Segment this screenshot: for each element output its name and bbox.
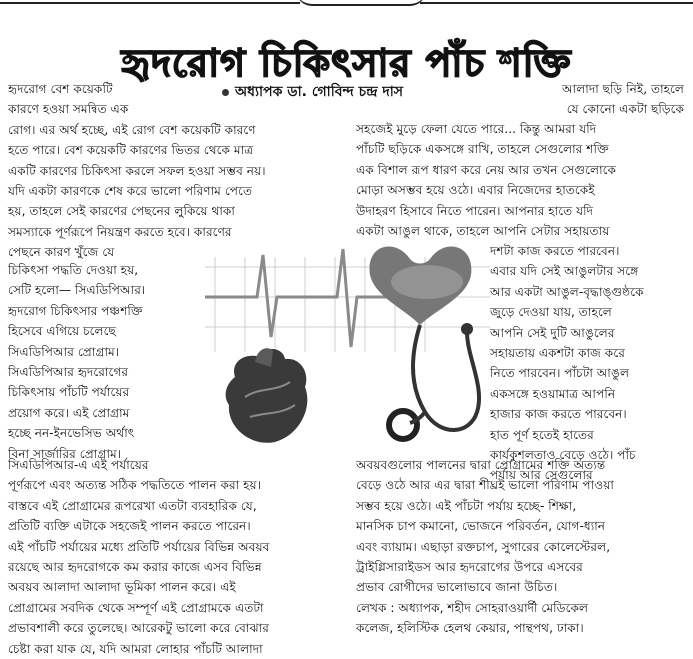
text-line: চিকিৎসায় পাঁচটি পর্যায়ের	[8, 385, 130, 400]
text-line: হাজার কাজ করতে পারবেন।	[490, 407, 627, 422]
text-line: আলাদা ছড়ি নিই, তাহলে	[562, 82, 684, 96]
text-line: পাঁচটি ছড়িকে একসঙ্গে রাখি, তাহলে সেগুলোর শক্তি	[356, 142, 609, 157]
top-border-rule	[420, 2, 693, 4]
text-line: কারণে হওয়া সমন্বিত এক	[8, 102, 129, 117]
top-border-curve	[296, 0, 426, 6]
text-line: হৃদরোগ বেশ কয়েকটি	[8, 82, 113, 96]
text-line: হিসেবে এগিয়ে চলেছে	[8, 324, 116, 339]
text-line: এবং ব্যায়াম। এছাড়া রক্তচাপ, সুগারের কোলেস্টেরল,	[356, 539, 611, 554]
text-line: হতে পারে। বেশ কয়েকটি কারণের ভিতর থেকে মাত্র	[8, 143, 254, 158]
text-line: যদি একটা কারণকে শেষ করে ভালো পরিণাম পেতে	[8, 184, 253, 199]
text-line: চেষ্টা করা যাক যে, যদি আমরা লোহার পাঁচটি আলাদা	[8, 641, 263, 656]
text-line: প্রোগ্রামের সবদিক থেকে সম্পূর্ণ এই প্রোগ্রামকে এতটা	[8, 600, 264, 615]
text-line: সম্ভব হয়ে ওঠে। এই পাঁচটা পর্যায় হচ্ছে- শিক্ষা,	[356, 498, 577, 513]
text-line: সমস্যাকে পূর্ণরূপে নিয়ন্ত্রণ করতে হবে। কারণের	[8, 224, 232, 239]
headline: হৃদরোগ চিকিৎসার পাঁচ শক্তি	[121, 40, 572, 86]
text-line: সহজেই মুড়ে ফেলা যেতে পারে... কিন্তু আমরা যদি	[356, 122, 597, 136]
text-line: মানসিক চাপ কমানো, ভোজনে পরিবর্তন, যোগ-ধ্যান	[356, 519, 606, 534]
text-line: ট্রাইগ্লিসারাইডস আর হৃদরোগের উপরে এসবের	[356, 560, 583, 575]
text-line: অবয়বগুলোর পালনের দ্বারা প্রোগ্রামের শক্তি অত্যন্ত	[356, 458, 606, 472]
text-line: সহায়তায় একশটা কাজ করে	[490, 346, 625, 361]
text-line: অবয়ব আলাদা আলাদা ভূমিকা পালন করে। এই	[8, 580, 236, 595]
text-line: বাস্তবে এই প্রোগ্রামের রূপরেখা এতটা ব্যবহারিক যে,	[8, 498, 257, 513]
author-name: অধ্যাপক ডা. গোবিন্দ চন্দ্র দাস	[235, 84, 404, 100]
text-line: হাত পূর্ণ হতেই হাতের	[490, 427, 594, 442]
text-line: রোগ। এর অর্থ হচ্ছে, এই রোগ বেশ কয়েকটি কারণে	[8, 122, 256, 137]
author-note-line: লেখক : অধ্যাপক, শহীদ সোহরাওয়ার্দী মেডিকেল	[356, 600, 589, 615]
text-line: সিএডিপিআর-এ এই পর্যায়ের	[8, 458, 149, 472]
text-line: চিকিৎসা পদ্ধতি দেওয়া হয়,	[8, 263, 139, 277]
column-right-top	[356, 119, 616, 241]
text-line: দশটা কাজ করতে পারবেন।	[490, 244, 620, 258]
text-line: জুড়ে দেওয়া যায়, তাহলে	[490, 305, 612, 320]
text-line: হচ্ছে নন-ইনভেসিভ অর্থাৎ	[8, 426, 135, 441]
text-line: কার্যকুশলতাও বেড়ে ওঠে। পাঁচ	[490, 448, 636, 463]
text-line: পেছনে কারণ খুঁজে যে	[8, 245, 115, 260]
text-line: এই পাঁচটি পর্যায়ের মধ্যে প্রতিটি পর্যায়ের বিভিন্ন অবয়ব	[8, 539, 270, 554]
text-line: উদাহরণ হিসাবে নিতে পারেন। আপনার হাতে যদি	[356, 203, 594, 218]
top-border-rule	[0, 2, 300, 4]
text-line: একটা আঙুল থাকে, তাহলে আপনি সেটার সহায়তায়	[356, 224, 610, 239]
text-line: প্রভাবশালী করে তুলেছে। আরেকটু ভালো করে বোঝার	[8, 621, 269, 636]
text-line: সিএডিপিআর প্রোগ্রাম।	[8, 344, 120, 359]
text-line: এক বিশাল রূপ ধারণ করে নেয় আর তখন সেগুলোকে	[356, 162, 617, 177]
column-left-bottom	[8, 455, 269, 659]
text-line: এবার যদি সেই আঙুলটার সঙ্গে	[490, 264, 639, 279]
text-line: প্রভাব রোগীদের ভালোভাবে জানা উচিত।	[356, 580, 558, 595]
text-line: পূর্ণরূপে এবং অত্যন্ত সঠিক পদ্ধতিতে পালন করা হয়।	[8, 478, 262, 493]
text-line: একসঙ্গে হওয়ামাত্র আপনি	[490, 386, 616, 401]
column-left-middle	[8, 260, 145, 464]
text-line: পর্যায় আর সেগুলোর	[490, 468, 593, 483]
column-right-middle	[490, 241, 644, 486]
text-line: বেড়ে ওঠে আর এর দ্বারা শীঘ্রই ভালো পরিণাম পাওয়া	[356, 478, 614, 493]
author-note-line: কলেজ, হলিস্টিক হেলথ কেয়ার, পান্থপথ, ঢাকা।	[356, 621, 584, 636]
text-line: একটি কারণের চিকিৎসা করলে সফল হওয়া সম্ভব নয়।	[8, 163, 266, 178]
text-line: সিএডিপিআর হৃদরোগের	[8, 365, 129, 380]
column-right-bottom	[356, 455, 614, 639]
text-line: প্রতিটি ব্যক্তি এটাকে সহজেই পালন করতে পারেন।	[8, 519, 251, 534]
column-left-top	[8, 79, 266, 263]
text-line: রয়েছে আর হৃদরোগকে কম করার কাজে এসব বিভিন্ন	[8, 560, 262, 575]
text-line: নিতে পারবেন। পাঁচটা আঙুল	[490, 366, 630, 381]
text-line: হয়, তাহলে সেই কারণের পেছনের লুকিয়ে থাকা	[8, 204, 235, 219]
text-line: আর একটা আঙুল-বৃদ্ধাঙ্গুষ্ঠকে	[490, 284, 644, 299]
heart-illustration	[205, 237, 490, 452]
text-line: আপনি সেই দুটি আঙুলের	[490, 325, 615, 340]
text-line: মোড়া অসম্ভব হয়ে ওঠে। এবার নিজেদের হাতকেই	[356, 183, 595, 198]
text-line: বিনা সার্জারির প্রোগ্রাম।	[8, 446, 122, 461]
text-line: যে কোনো একটা ছড়িকে	[566, 102, 684, 117]
text-line: সেটি হলো— সিএডিপিআর।	[8, 283, 146, 298]
column-right-top-inset	[524, 79, 684, 120]
text-line: প্রয়োগ করে। এই প্রোগ্রাম	[8, 405, 130, 420]
text-line: হৃদরোগ চিকিৎসার পঞ্চশক্তি	[8, 303, 143, 318]
